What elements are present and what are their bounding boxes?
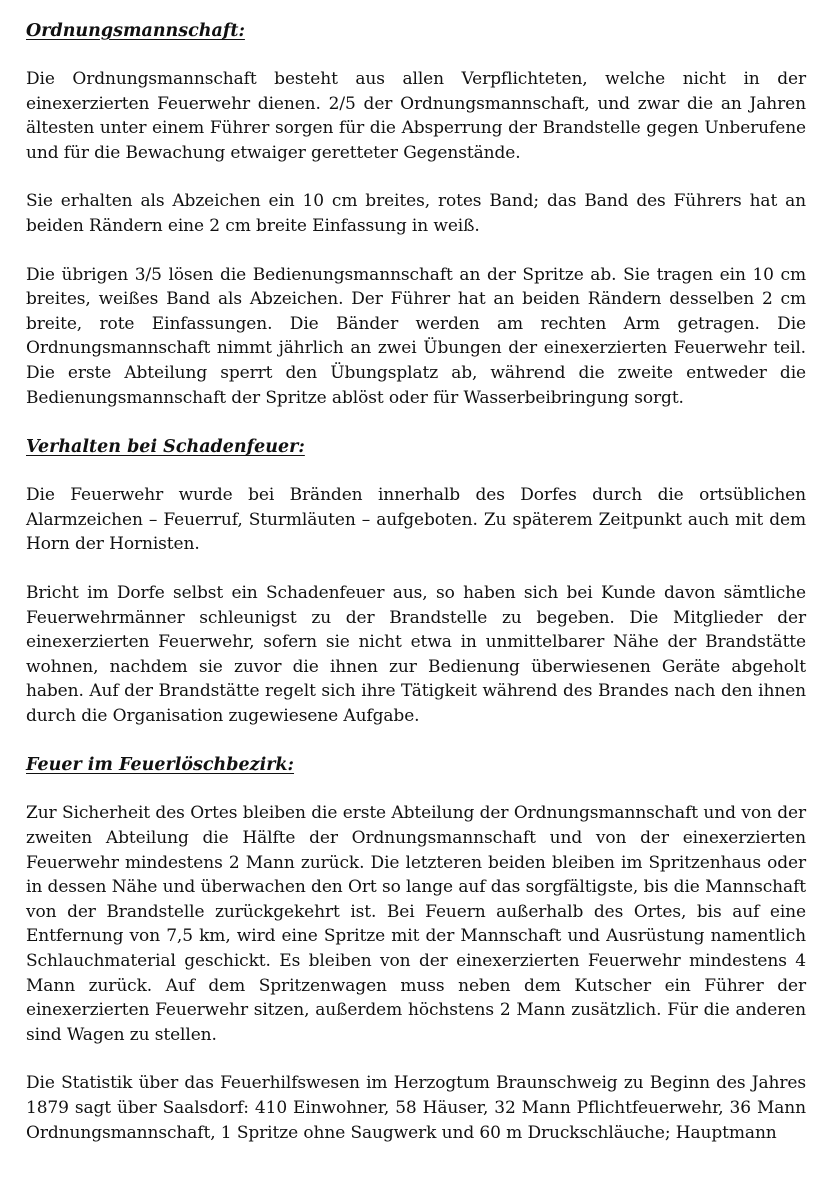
section-heading: Feuer im Feuerlöschbezirk: <box>26 755 295 776</box>
paragraph: Die Ordnungsmannschaft besteht aus allen Verpflichteten, welche nicht in der einexerzierten Feuerwehr dienen. 2/5 der Ordnungsmannschaft, und zwar die an Jahren ältesten unter einem Führer sorgen für die Absperrung der Brandstelle gegen Unberufene und für die Bewachung etwaiger geretteter Gegenstände. <box>26 69 806 163</box>
section-heading: Ordnungsmannschaft: <box>26 21 245 41</box>
section-heading: Verhalten bei Schadenfeuer: <box>26 437 305 458</box>
document-page <box>26 18 806 1145</box>
paragraph: Zur Sicherheit des Ortes bleiben die erste Abteilung der Ordnungsmannschaft und von der zweiten Abteilung die Hälfte der Ordnungsmannschaft und von der einexerzierten Feuerwehr mindestens 2 Mann zurück. Die letzteren beiden bleiben im Spritzenhaus oder in dessen Nähe und überwachen den Ort so lange auf das sorgfältigste, bis die Mannschaft von der Brandstelle zurückgekehrt ist. Bei Feuern außerhalb des Ortes, bis auf eine Entfernung von 7,5 km, wird eine Spritze mit der Mannschaft und Ausrüstung namentlich Schlauchmaterial geschickt. Es bleiben von der einexerzierten Feuerwehr mindestens 4 Mann zurück. Auf dem Spritzenwagen muss neben dem Kutscher ein Führer der einexerzierten Feuerwehr sitzen, außerdem höchstens 2 Mann zusätzlich. Für die anderen sind Wagen zu stellen. <box>26 803 806 1045</box>
paragraph: Bricht im Dorfe selbst ein Schadenfeuer aus, so haben sich bei Kunde davon sämtliche Feuerwehrmänner schleunigst zu der Brandstelle zu begeben. Die Mitglieder der einexerzierten Feuerwehr, sofern sie nicht etwa in unmittelbarer Nähe der Brandstätte wohnen, nachdem sie zuvor die ihnen zur Bedienung überwiesenen Geräte abgeholt haben. Auf der Brandstätte regelt sich ihre Tätigkeit während des Brandes nach den ihnen durch die Organisation zugewiesene Aufgabe. <box>26 582 806 726</box>
paragraph: Sie erhalten als Abzeichen ein 10 cm breites, rotes Band; das Band des Führers hat an beiden Rändern eine 2 cm breite Einfassung in weiß. <box>26 191 806 236</box>
section-feuer-im-feuerloeschbezirk <box>26 752 806 1145</box>
section-ordnungsmannschaft <box>26 18 806 410</box>
paragraph: Die Feuerwehr wurde bei Bränden innerhalb des Dorfes durch die ortsüblichen Alarmzeichen – Feuerruf, Sturmläuten – aufgeboten. Zu späterem Zeitpunkt auch mit dem Horn der Hornisten. <box>26 485 806 555</box>
paragraph: Die Statistik über das Feuerhilfswesen im Herzogtum Braunschweig zu Beginn des Jahres 1879 sagt über Saalsdorf: 410 Einwohner, 58 Häuser, 32 Mann Pflichtfeuerwehr, 36 Mann Ordnungsmannschaft, 1 Spritze ohne Saugwerk und 60 m Druckschläuche; Hauptmann <box>26 1073 806 1143</box>
paragraph: Die übrigen 3/5 lösen die Bedienungsmannschaft an der Spritze ab. Sie tragen ein 10 cm breites, weißes Band als Abzeichen. Der Führer hat an beiden Rändern desselben 2 cm breite, rote Einfassungen. Die Bänder werden am rechten Arm getragen. Die Ordnungsmannschaft nimmt jährlich an zwei Übungen der einexerzierten Feuerwehr teil. Die erste Abteilung sperrt den Übungsplatz ab, während die zweite entweder die Bedienungsmannschaft der Spritze ablöst oder für Wasserbeibringung sorgt. <box>26 264 806 408</box>
section-verhalten-bei-schadenfeuer <box>26 434 806 728</box>
